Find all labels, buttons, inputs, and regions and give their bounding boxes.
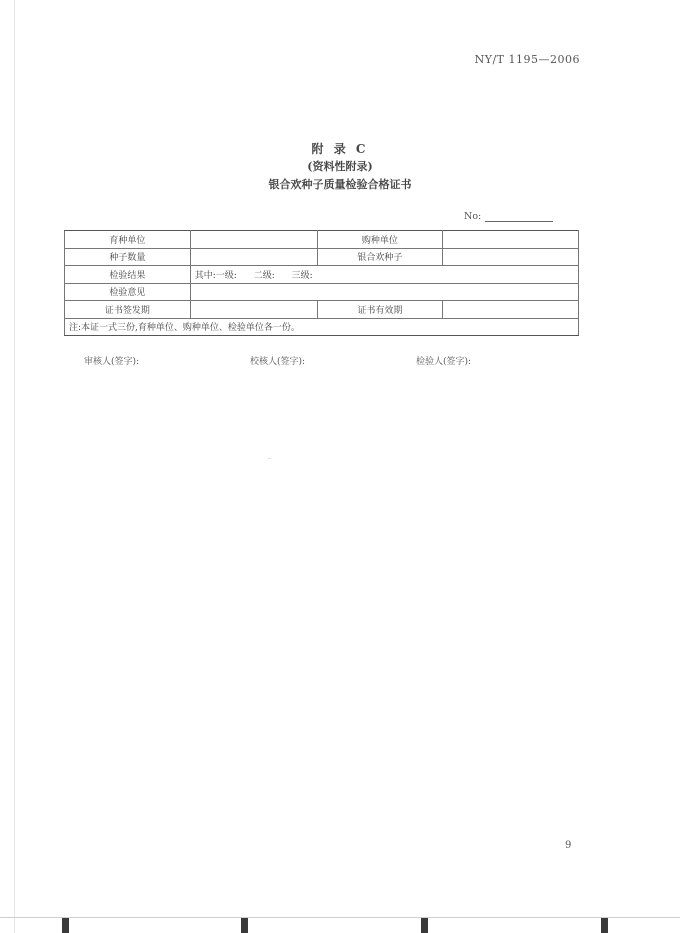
inspection-opinion-value	[190, 283, 578, 301]
inspector-signature: 检验人(签字):	[416, 357, 472, 367]
purchasing-unit-value	[443, 231, 579, 249]
issue-date-label: 证书签发期	[65, 301, 191, 319]
breeding-unit-label: 育种单位	[65, 231, 191, 249]
table-row	[65, 283, 579, 301]
appendix-subtitle: (资料性附录)	[307, 160, 373, 173]
certificate-note: 注:本证一式三份,育种单位、购种单位、检验单位各一份。	[65, 318, 579, 336]
page-number: 9	[565, 840, 572, 851]
table-row	[65, 231, 579, 249]
seed-species-label: 银合欢种子	[317, 248, 443, 266]
purchasing-unit-label: 购种单位	[317, 231, 443, 249]
standard-number: NY/T 1195—2006	[474, 53, 580, 66]
grade-two: 二级:	[253, 270, 275, 281]
breeding-unit-value	[190, 231, 317, 249]
binding-mark	[421, 918, 428, 933]
scan-bottom-edge	[0, 917, 680, 918]
certificate-number-blank	[485, 212, 553, 222]
validity-label: 证书有效期	[317, 301, 443, 319]
table-row	[65, 301, 579, 319]
appendix-title: 附 录 C	[311, 142, 369, 156]
issue-date-value	[190, 301, 317, 319]
inspection-result-label: 检验结果	[65, 266, 191, 284]
binding-mark	[241, 918, 248, 933]
grade-three: 三级:	[291, 270, 313, 281]
table-row	[65, 318, 579, 336]
inspection-result-grades	[190, 266, 578, 284]
seed-species-value	[443, 248, 579, 266]
certificate-number-label: No:	[464, 211, 482, 222]
validity-value	[443, 301, 579, 319]
grade-one: 其中:一级:	[194, 270, 237, 281]
table-row	[65, 266, 579, 284]
seed-quantity-value	[190, 248, 317, 266]
reviewer-signature: 审核人(签字):	[84, 357, 140, 367]
scan-speck	[268, 458, 271, 459]
binding-mark	[62, 918, 69, 933]
certificate-number	[464, 211, 553, 222]
binding-mark	[601, 918, 608, 933]
appendix-name: 银合欢种子质量检验合格证书	[268, 178, 412, 191]
seed-quantity-label: 种子数量	[65, 248, 191, 266]
inspection-opinion-label: 检验意见	[65, 283, 191, 301]
certificate-table	[64, 230, 579, 336]
checker-signature: 校核人(签字):	[250, 357, 306, 367]
table-row	[65, 248, 579, 266]
